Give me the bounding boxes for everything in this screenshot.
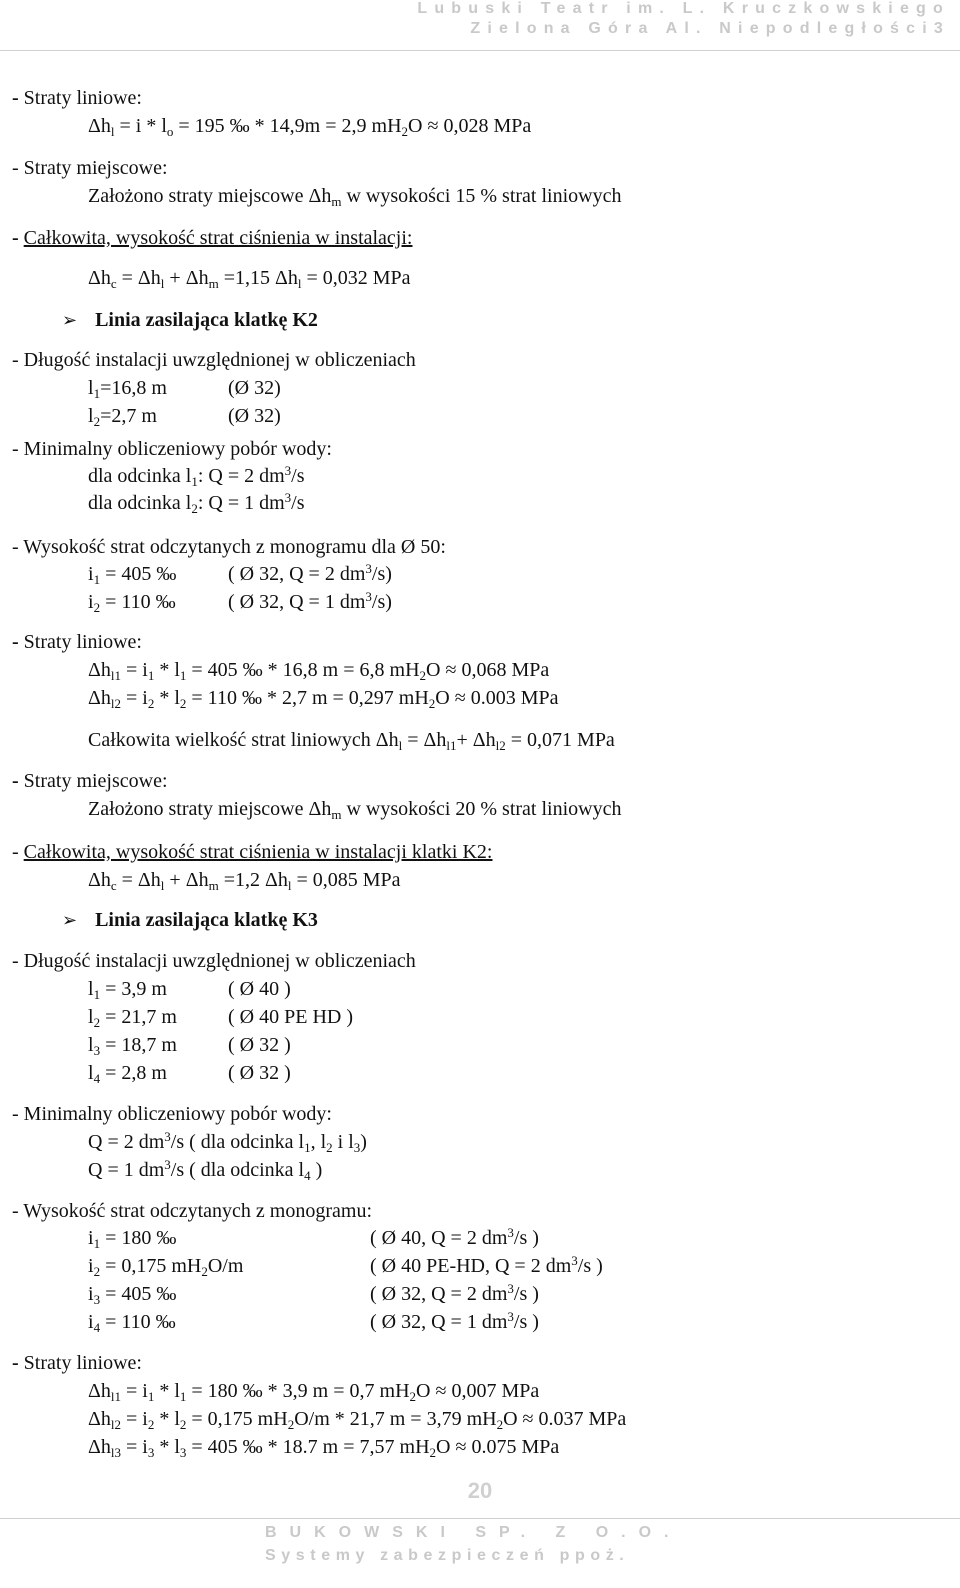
t: l: [88, 405, 94, 427]
arrow-bullet-icon: ➢: [62, 310, 78, 331]
k2-i2: [88, 590, 176, 614]
sub: l2: [110, 1417, 121, 1432]
sub: 1: [179, 668, 187, 683]
sub: 3: [93, 1292, 101, 1307]
sub: l1: [446, 738, 457, 753]
k2-l2-diam: (Ø 32): [228, 405, 281, 427]
k3-l2-diam: ( Ø 40 PE HD ): [228, 1006, 353, 1028]
t: /s): [371, 563, 392, 585]
sub: l: [398, 738, 403, 753]
t: = Δh: [116, 267, 161, 289]
k2-miejscowe-text: [88, 797, 621, 821]
t: = 0,071 MPa: [505, 729, 615, 751]
sub: 2: [93, 1015, 101, 1030]
t: = 195 ‰ * 14,9m = 2,9 mH: [173, 115, 402, 137]
t: + Δh: [456, 729, 496, 751]
dash: -: [12, 1352, 24, 1374]
t: = 0,085 MPa: [291, 869, 401, 891]
t: Δh: [88, 115, 111, 137]
t: ( Ø 32, Q = 2 dm: [370, 1283, 508, 1305]
k2-calkowita-wielkosc: [88, 728, 615, 752]
sub: 2: [179, 1417, 187, 1432]
t: = i: [121, 687, 148, 709]
sub: l: [110, 124, 115, 139]
k3-l3-diam: ( Ø 32 ): [228, 1034, 291, 1056]
k3-hl1: [88, 1379, 539, 1403]
t: /s ): [513, 1283, 539, 1305]
t: = 180 ‰ * 3,9 m = 0,7 mH: [186, 1380, 410, 1402]
sub: 1: [147, 668, 155, 683]
sub: 1: [93, 987, 101, 1002]
k2-i1-paren: [228, 562, 392, 586]
dash: -: [12, 87, 24, 109]
k2-l1-diam: (Ø 32): [228, 377, 281, 399]
sup: 3: [365, 589, 372, 604]
sub: 2: [93, 600, 101, 615]
t: l: [88, 377, 94, 399]
t: /s ): [577, 1255, 603, 1277]
sup: 3: [365, 561, 372, 576]
k2-calkowita-label: [12, 840, 492, 864]
t: =2,7 m: [100, 405, 157, 427]
k3-hl2: [88, 1407, 626, 1431]
t: Q = 2 dm: [88, 1131, 165, 1153]
straty-miejscowe-text: [88, 184, 621, 208]
t: Δh: [88, 267, 111, 289]
sub: l3: [110, 1445, 121, 1460]
sub: 1: [93, 572, 101, 587]
label: Całkowita, wysokość strat ciśnienia w instalacji:: [23, 227, 413, 249]
t: Założono straty miejscowe Δh: [88, 798, 332, 820]
sub: 1: [191, 474, 198, 489]
t: = i: [121, 1380, 148, 1402]
label: Całkowita, wysokość strat ciśnienia w instalacji klatki K2:: [23, 841, 493, 863]
t: =1,2 Δh: [218, 869, 288, 891]
t: dla odcinka l: [88, 492, 192, 514]
sub: m: [331, 194, 342, 209]
header-address: Zielona Góra Al. Niepodległości3: [470, 20, 950, 37]
sub: m: [208, 276, 219, 291]
calkowita-label: [12, 226, 412, 250]
sub: o: [166, 124, 174, 139]
label: Straty liniowe:: [23, 631, 142, 653]
dash: -: [12, 631, 24, 653]
t: dla odcinka l: [88, 465, 192, 487]
k3-i1: [88, 1226, 176, 1250]
k3-hl3: [88, 1435, 559, 1459]
dash: -: [12, 770, 24, 792]
formula-delta-hc: [88, 266, 411, 290]
sub: 2: [93, 414, 101, 429]
k3-i2: [88, 1254, 243, 1278]
t: = 0,175 mH: [186, 1408, 288, 1430]
sub: 2: [429, 1445, 437, 1460]
t: = 180 ‰: [100, 1227, 177, 1249]
sub: 1: [304, 1140, 311, 1155]
k3-q2: [88, 1158, 322, 1182]
t: Q = 1 dm: [88, 1159, 165, 1181]
sub: 2: [419, 668, 427, 683]
sub: 3: [179, 1445, 187, 1460]
t: /s ): [513, 1311, 539, 1333]
heading-k2: [62, 308, 318, 333]
t: l: [88, 1006, 94, 1028]
k3-straty-liniowe-label: [12, 1351, 142, 1375]
sub: c: [110, 276, 117, 291]
t: w wysokości 15 % strat liniowych: [341, 185, 622, 207]
t: O/m: [207, 1255, 244, 1277]
t: * l: [154, 1380, 180, 1402]
t: =16,8 m: [100, 377, 167, 399]
t: O ≈ 0,068 MPa: [426, 659, 550, 681]
t: Δh: [88, 659, 111, 681]
header-theatre-name: Lubuski Teatr im. L. Kruczkowskiego: [417, 0, 950, 17]
t: = 0,175 mH: [100, 1255, 202, 1277]
sub: l2: [495, 738, 506, 753]
footer-company: BUKOWSKI SP. Z O.O.: [265, 1524, 682, 1541]
t: /s: [291, 492, 305, 514]
k3-wysokosc: - Wysokość strat odczytanych z monogramu:: [12, 1200, 372, 1222]
sub: 3: [147, 1445, 155, 1460]
t: Δh: [88, 687, 111, 709]
k3-i2-paren: [370, 1254, 603, 1278]
straty-miejscowe-label: - Straty miejscowe:: [12, 157, 168, 179]
t: ): [360, 1131, 367, 1153]
k3-l1: [88, 977, 167, 1001]
k2-miejscowe-label: [12, 769, 168, 793]
label: Straty liniowe:: [23, 87, 142, 109]
t: = 0,032 MPa: [301, 267, 411, 289]
t: * l: [154, 1436, 180, 1458]
sub: 1: [93, 1236, 101, 1251]
sub: 4: [93, 1320, 101, 1335]
page-number: 20: [467, 1478, 493, 1503]
k2-wysokosc: - Wysokość strat odczytanych z monogramu dla Ø 50:: [12, 536, 446, 558]
t: : Q = 1 dm: [197, 492, 285, 514]
heading-k3: [62, 908, 318, 933]
sub: 2: [401, 124, 409, 139]
sub: 2: [428, 696, 436, 711]
t: = 110 ‰: [100, 591, 176, 613]
k2-hc: [88, 868, 401, 892]
t: = i: [121, 1408, 148, 1430]
t: = 21,7 m: [100, 1006, 177, 1028]
k3-l3: [88, 1033, 177, 1057]
k3-i1-paren: [370, 1226, 539, 1250]
t: ( Ø 32, Q = 1 dm: [228, 591, 366, 613]
t: Założono straty miejscowe Δh: [88, 185, 332, 207]
sub: 2: [191, 501, 198, 516]
t: i: [88, 563, 94, 585]
t: = 2,8 m: [100, 1062, 167, 1084]
sup: 3: [164, 1157, 171, 1172]
dash: -: [12, 841, 24, 863]
sub: 1: [147, 1389, 155, 1404]
sub: 4: [93, 1071, 101, 1086]
sub: 2: [201, 1264, 208, 1279]
k2-straty-liniowe-label: [12, 630, 142, 654]
k3-l4-diam: ( Ø 32 ): [228, 1062, 291, 1084]
k3-l2: [88, 1005, 177, 1029]
t: i: [88, 1283, 94, 1305]
k2-dlugosc: - Długość instalacji uwzględnionej w obliczeniach: [12, 349, 416, 371]
t: = 18,7 m: [100, 1034, 177, 1056]
t: O ≈ 0,007 MPa: [416, 1380, 540, 1402]
t: /s ): [513, 1227, 539, 1249]
header-divider: [0, 50, 960, 51]
k2-q1: [88, 464, 305, 488]
t: i: [88, 1227, 94, 1249]
t: ( Ø 40 PE-HD, Q = 2 dm: [370, 1255, 572, 1277]
k3-l4: [88, 1061, 167, 1085]
t: * l: [154, 659, 180, 681]
sup: 3: [571, 1253, 578, 1268]
sub: 2: [326, 1140, 333, 1155]
formula-delta-hl: [88, 114, 531, 138]
k2-hl2: [88, 686, 558, 710]
sub: 1: [93, 386, 101, 401]
sub: m: [331, 807, 342, 822]
t: = Δh: [116, 869, 161, 891]
k3-i4-paren: [370, 1310, 539, 1334]
t: Δh: [88, 1436, 111, 1458]
t: O ≈ 0.075 MPa: [436, 1436, 560, 1458]
k3-i3-paren: [370, 1282, 539, 1306]
t: l: [88, 1034, 94, 1056]
sub: l: [160, 276, 165, 291]
t: w wysokości 20 % strat liniowych: [341, 798, 622, 820]
t: =1,15 Δh: [218, 267, 298, 289]
k3-l1-diam: ( Ø 40 ): [228, 978, 291, 1000]
t: ( Ø 40, Q = 2 dm: [370, 1227, 508, 1249]
t: ): [310, 1159, 323, 1181]
sup: 3: [284, 463, 292, 478]
sub: 2: [409, 1389, 417, 1404]
sub: 2: [287, 1417, 295, 1432]
t: = 110 ‰ * 2,7 m = 0,297 mH: [186, 687, 429, 709]
sub: 2: [496, 1417, 504, 1432]
t: l: [88, 1062, 94, 1084]
k2-min-pobor: - Minimalny obliczeniowy pobór wody:: [12, 438, 332, 460]
k3-min-pobor: - Minimalny obliczeniowy pobór wody:: [12, 1103, 332, 1125]
k2-i2-paren: [228, 590, 392, 614]
sub: l1: [110, 1389, 121, 1404]
t: /s): [371, 591, 392, 613]
k2-i1: [88, 562, 176, 586]
t: + Δh: [164, 869, 209, 891]
t: = i * l: [114, 115, 167, 137]
sub: m: [208, 878, 219, 893]
sub: 2: [147, 1417, 155, 1432]
sub: 2: [147, 696, 155, 711]
heading-text: Linia zasilająca klatkę K3: [95, 909, 318, 931]
sup: 3: [164, 1129, 171, 1144]
footer-divider: [0, 1518, 960, 1519]
k2-l1: [88, 376, 167, 400]
sub: l2: [110, 696, 121, 711]
t: /s ( dla odcinka l: [170, 1159, 305, 1181]
sub: c: [110, 878, 117, 893]
t: = 110 ‰: [100, 1311, 176, 1333]
sup: 3: [284, 490, 292, 505]
t: = i: [121, 659, 148, 681]
sub: l: [297, 276, 302, 291]
sub: l: [160, 878, 165, 893]
t: O ≈ 0.037 MPa: [503, 1408, 627, 1430]
t: ( Ø 32, Q = 2 dm: [228, 563, 366, 585]
t: * l: [154, 687, 180, 709]
t: = 405 ‰ * 16,8 m = 6,8 mH: [186, 659, 420, 681]
t: Δh: [88, 1408, 111, 1430]
t: O/m * 21,7 m = 3,79 mH: [294, 1408, 497, 1430]
t: = 3,9 m: [100, 978, 167, 1000]
t: + Δh: [164, 267, 209, 289]
sub: 4: [304, 1168, 311, 1183]
footer-tagline: Systemy zabezpieczeń ppoż.: [265, 1547, 630, 1564]
t: = 405 ‰: [100, 1283, 177, 1305]
k3-q1: [88, 1130, 367, 1154]
sub: 1: [179, 1389, 187, 1404]
t: i: [88, 591, 94, 613]
t: = 405 ‰ * 18.7 m = 7,57 mH: [186, 1436, 430, 1458]
sup: 3: [507, 1281, 514, 1296]
t: , l: [310, 1131, 327, 1153]
t: i: [88, 1255, 94, 1277]
k2-q2: [88, 491, 305, 515]
sub: 2: [93, 1264, 101, 1279]
t: ( Ø 32, Q = 1 dm: [370, 1311, 508, 1333]
t: l: [88, 978, 94, 1000]
t: = 405 ‰: [100, 563, 177, 585]
sub: l: [287, 878, 292, 893]
t: : Q = 2 dm: [197, 465, 285, 487]
dash: -: [12, 227, 24, 249]
sup: 3: [507, 1309, 514, 1324]
t: Całkowita wielkość strat liniowych Δh: [88, 729, 399, 751]
t: O ≈ 0,028 MPa: [408, 115, 532, 137]
t: = Δh: [402, 729, 447, 751]
k3-dlugosc: - Długość instalacji uwzględnionej w obliczeniach: [12, 950, 416, 972]
t: /s: [291, 465, 305, 487]
sub: l1: [110, 668, 121, 683]
t: Δh: [88, 1380, 111, 1402]
label: Straty liniowe:: [23, 1352, 142, 1374]
heading-text: Linia zasilająca klatkę K2: [95, 309, 318, 331]
label: Straty miejscowe:: [23, 770, 168, 792]
k3-i3: [88, 1282, 176, 1306]
t: i l: [332, 1131, 354, 1153]
sup: 3: [507, 1225, 514, 1240]
t: Δh: [88, 869, 111, 891]
k2-l2: [88, 404, 157, 428]
t: * l: [154, 1408, 180, 1430]
k3-i4: [88, 1310, 176, 1334]
t: i: [88, 1311, 94, 1333]
arrow-bullet-icon: ➢: [62, 910, 78, 931]
t: O ≈ 0.003 MPa: [435, 687, 559, 709]
sub: 3: [353, 1140, 361, 1155]
sub: 3: [93, 1043, 101, 1058]
t: /s ( dla odcinka l: [170, 1131, 305, 1153]
sub: 2: [179, 696, 187, 711]
k2-hl1: [88, 658, 549, 682]
straty-liniowe-label: [12, 86, 142, 110]
t: = i: [121, 1436, 148, 1458]
